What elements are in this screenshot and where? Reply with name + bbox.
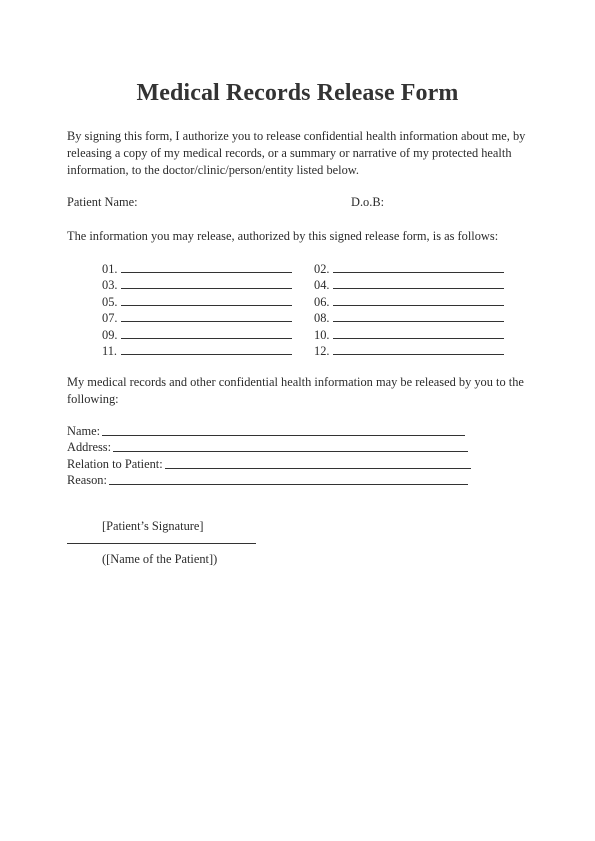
item-number: 02. bbox=[314, 262, 330, 276]
item-blank-line[interactable] bbox=[121, 310, 292, 322]
item-number: 04. bbox=[314, 278, 330, 293]
item-number: 09. bbox=[102, 327, 118, 342]
recipient-address-label: Address: bbox=[67, 440, 112, 455]
reason-label: Reason: bbox=[67, 473, 107, 488]
item-number: 08. bbox=[314, 311, 330, 326]
list-item bbox=[102, 327, 292, 343]
list-item bbox=[102, 261, 292, 277]
relation-line[interactable] bbox=[165, 457, 471, 469]
item-blank-line[interactable] bbox=[121, 327, 292, 339]
reason-field bbox=[67, 472, 468, 488]
patient-name-label: Patient Name: bbox=[67, 195, 138, 209]
item-blank-line[interactable] bbox=[333, 327, 504, 339]
recipient-address-line[interactable] bbox=[113, 440, 468, 452]
authorization-paragraph: By signing this form, I authorize you to release confidential health information about me, by releasing a copy of my medical records, or a summary or narrative of my protected health information, to the doctor/clinic/person/entity listed below. bbox=[67, 129, 526, 177]
item-number: 07. bbox=[102, 311, 118, 326]
relation-field bbox=[67, 456, 471, 472]
reason-line[interactable] bbox=[109, 473, 468, 485]
list-item bbox=[102, 310, 292, 326]
list-item bbox=[314, 261, 504, 277]
list-item bbox=[314, 327, 504, 343]
patient-info-row bbox=[67, 195, 537, 212]
item-number: 10. bbox=[314, 327, 330, 342]
list-item bbox=[314, 310, 504, 326]
item-number: 06. bbox=[314, 294, 330, 309]
item-number: 03. bbox=[102, 278, 118, 293]
patient-name-placeholder: ([Name of the Patient]) bbox=[102, 552, 218, 566]
relation-label: Relation to Patient: bbox=[67, 456, 163, 471]
dob-label: D.o.B: bbox=[351, 195, 385, 209]
item-number: 05. bbox=[102, 294, 118, 309]
item-blank-line[interactable] bbox=[121, 343, 292, 355]
recipient-name-line[interactable] bbox=[102, 424, 465, 436]
list-item bbox=[102, 294, 292, 310]
item-number: 01. bbox=[102, 262, 118, 276]
list-item bbox=[102, 277, 292, 293]
recipient-name-label: Name: bbox=[67, 424, 101, 438]
item-blank-line[interactable] bbox=[333, 343, 504, 355]
item-blank-line[interactable] bbox=[333, 261, 504, 273]
item-blank-line[interactable] bbox=[333, 310, 504, 322]
item-number: 11. bbox=[102, 344, 118, 358]
item-blank-line[interactable] bbox=[121, 261, 292, 273]
recipient-name-field bbox=[67, 423, 465, 439]
list-item bbox=[314, 294, 504, 310]
item-number: 12. bbox=[314, 344, 330, 358]
list-item bbox=[314, 277, 504, 293]
form-title: Medical Records Release Form bbox=[136, 80, 459, 106]
signature-line[interactable] bbox=[67, 543, 256, 544]
item-blank-line[interactable] bbox=[333, 294, 504, 306]
information-intro: The information you may release, authorized by this signed release form, is as follows: bbox=[67, 229, 499, 243]
item-blank-line[interactable] bbox=[121, 277, 292, 289]
item-blank-line[interactable] bbox=[121, 294, 292, 306]
item-blank-line[interactable] bbox=[333, 277, 504, 289]
release-recipient-paragraph: My medical records and other confidential health information may be released by you to the following: bbox=[67, 375, 524, 406]
list-item bbox=[314, 343, 504, 359]
recipient-address-field bbox=[67, 439, 468, 455]
list-item bbox=[102, 343, 292, 359]
signature-label: [Patient’s Signature] bbox=[102, 519, 204, 533]
